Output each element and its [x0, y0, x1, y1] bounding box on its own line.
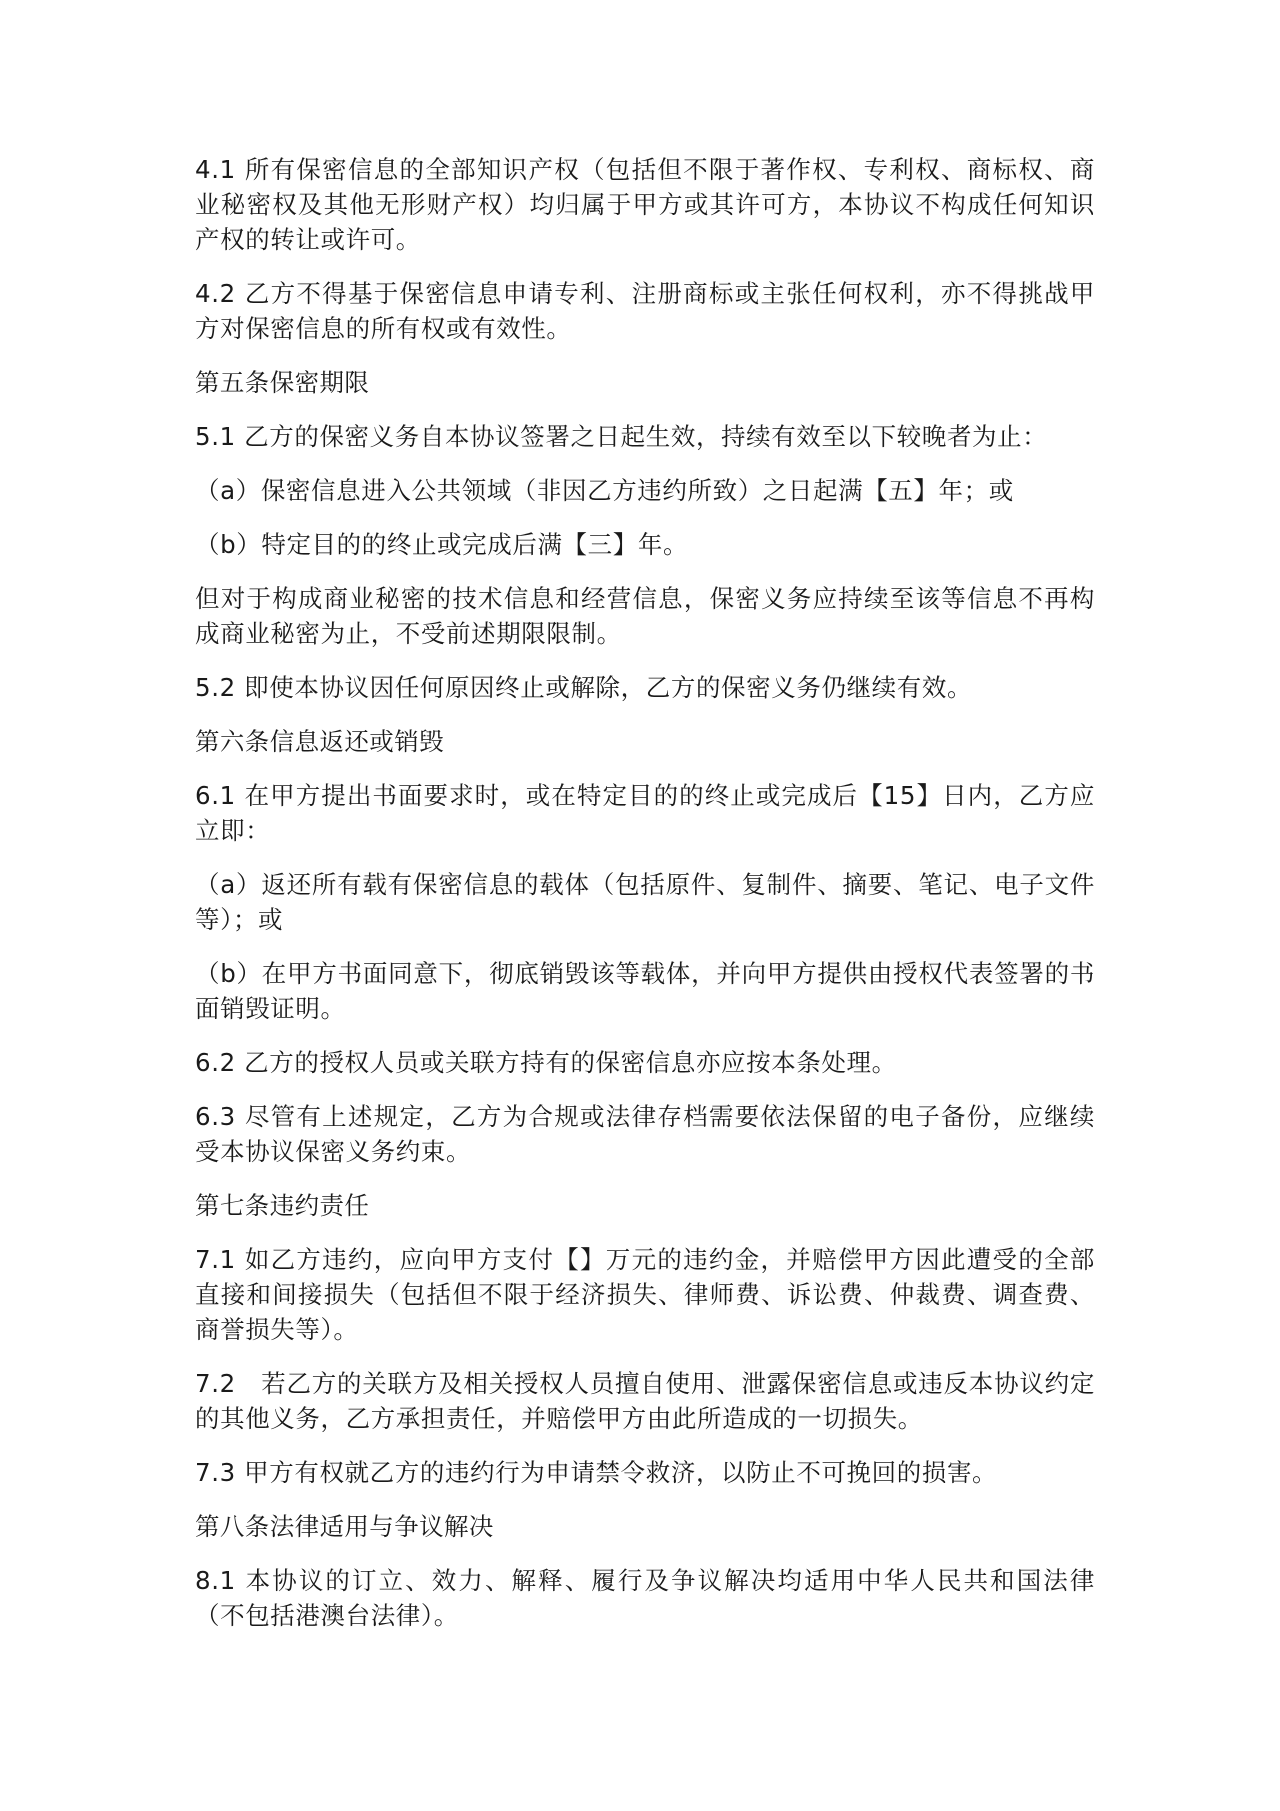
article-5-heading: 第五条保密期限 [195, 368, 370, 397]
clause-7-3: 7.3 甲方有权就乙方的违约行为申请禁令救济，以防止不可挽回的损害。 [195, 1458, 998, 1487]
article-7-heading: 第七条违约责任 [195, 1191, 370, 1220]
clause-7-1: 7.1 如乙方违约，应向甲方支付【】万元的违约金，并赔偿甲方因此遭受的全部直接和间接损失（包括但不限于经济损失、律师费、诉讼费、仲裁费、调查费、商誉损失等）。 [195, 1245, 1095, 1344]
clause-6-1: 6.1 在甲方提出书面要求时，或在特定目的的终止或完成后【15】日内，乙方应立即： [195, 781, 1095, 845]
clause-5-1-proviso: 但对于构成商业秘密的技术信息和经营信息，保密义务应持续至该等信息不再构成商业秘密为止，不受前述期限限制。 [195, 584, 1095, 648]
clause-7-2: 7.2 若乙方的关联方及相关授权人员擅自使用、泄露保密信息或违反本协议约定的其他义务，乙方承担责任，并赔偿甲方由此所造成的一切损失。 [195, 1369, 1095, 1433]
clause-5-2: 5.2 即使本协议因任何原因终止或解除，乙方的保密义务仍继续有效。 [195, 673, 973, 702]
clause-4-2: 4.2 乙方不得基于保密信息申请专利、注册商标或主张任何权利，亦不得挑战甲方对保密信息的所有权或有效性。 [195, 279, 1095, 343]
clause-5-1-b: （b）特定目的的终止或完成后满【三】年。 [195, 530, 689, 559]
article-6-heading: 第六条信息返还或销毁 [195, 727, 444, 756]
clause-5-1-a: （a）保密信息进入公共领域（非因乙方违约所致）之日起满【五】年；或 [195, 476, 1014, 505]
clause-5-1: 5.1 乙方的保密义务自本协议签署之日起生效，持续有效至以下较晚者为止： [195, 422, 1048, 451]
clause-6-3: 6.3 尽管有上述规定，乙方为合规或法律存档需要依法保留的电子备份，应继续受本协议保密义务约束。 [195, 1102, 1095, 1166]
clause-6-1-a: （a）返还所有载有保密信息的载体（包括原件、复制件、摘要、笔记、电子文件等）；或 [195, 870, 1095, 934]
clause-6-2: 6.2 乙方的授权人员或关联方持有的保密信息亦应按本条处理。 [195, 1048, 897, 1077]
clause-6-1-b: （b）在甲方书面同意下，彻底销毁该等载体，并向甲方提供由授权代表签署的书面销毁证明。 [195, 959, 1095, 1023]
article-8-heading: 第八条法律适用与争议解决 [195, 1512, 494, 1541]
clause-4-1: 4.1 所有保密信息的全部知识产权（包括但不限于著作权、专利权、商标权、商业秘密权及其他无形财产权）均归属于甲方或其许可方，本协议不构成任何知识产权的转让或许可。 [195, 155, 1095, 254]
clause-8-1: 8.1 本协议的订立、效力、解释、履行及争议解决均适用中华人民共和国法律（不包括港澳台法律）。 [195, 1566, 1095, 1630]
document-page [195, 152, 1095, 1652]
